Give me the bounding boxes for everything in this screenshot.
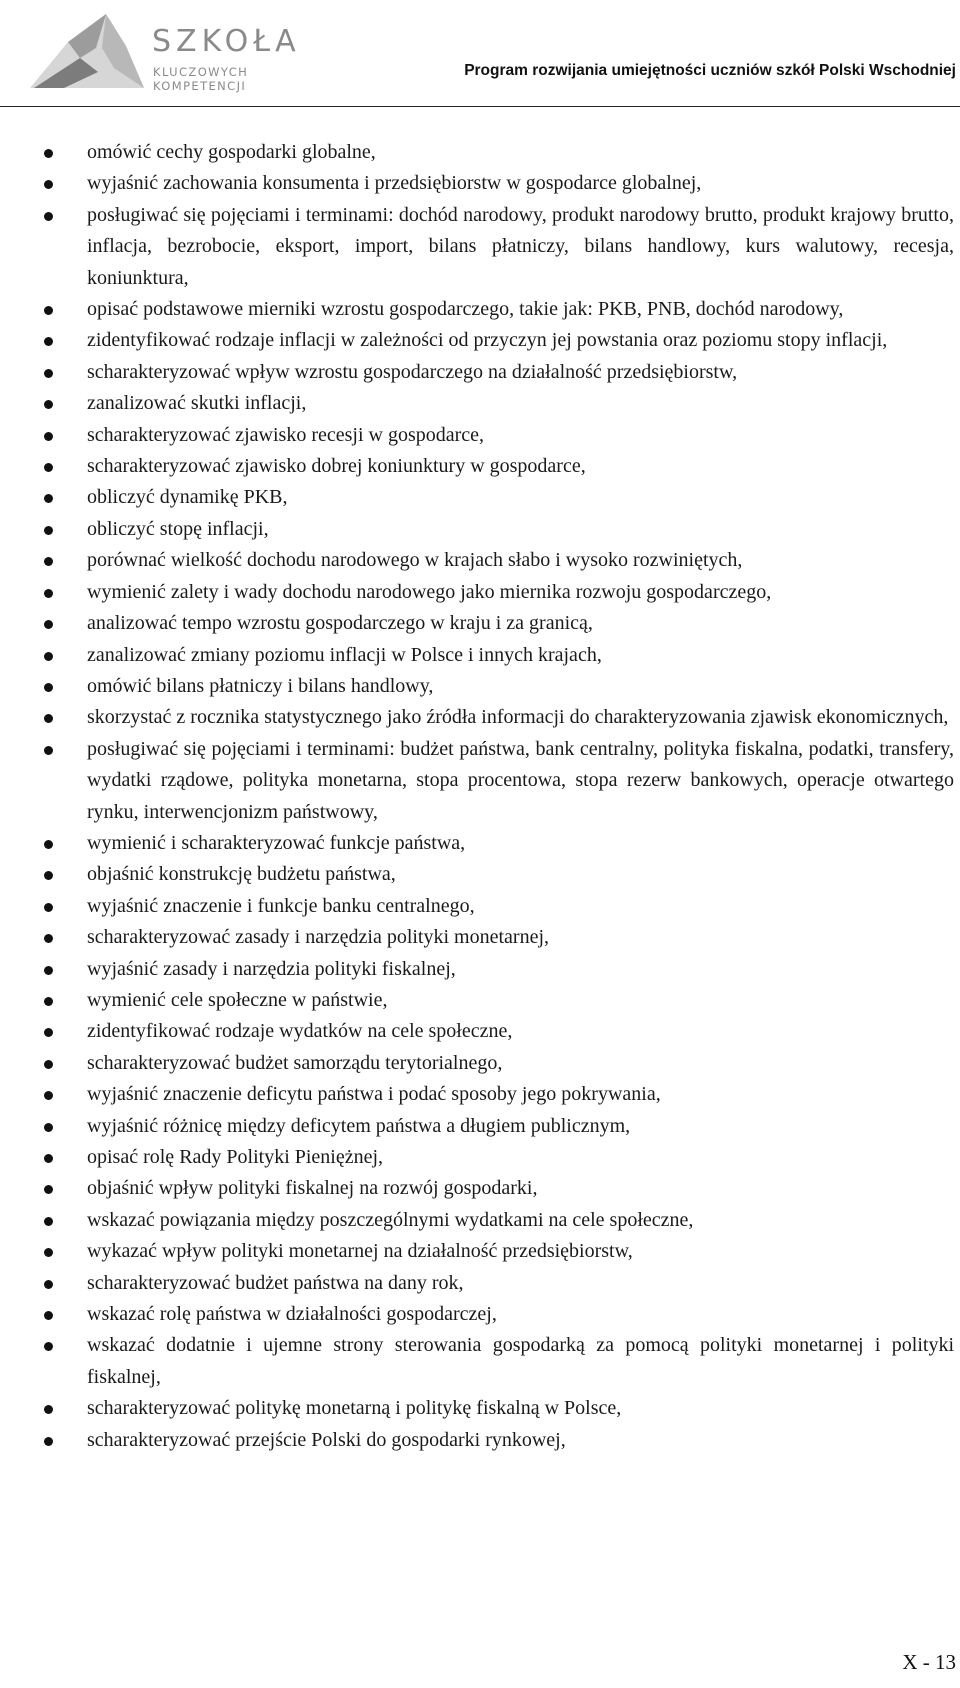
list-item [44,1236,954,1267]
list-item-text: wskazać rolę państwa w działalności gospodarczej, [87,1303,497,1326]
bullet-icon [44,1248,53,1257]
list-item-text: zidentyfikować rodzaje wydatków na cele społeczne, [87,1020,513,1043]
list-item [44,1142,954,1173]
list-item [44,1173,954,1204]
list-item-text: scharakteryzować budżet samorządu terytorialnego, [87,1051,503,1074]
list-item [44,1299,954,1330]
list-item-text: wymienić i scharakteryzować funkcje państwa, [87,831,466,854]
list-item-text: wskazać dodatnie i ujemne strony sterowania gospodarką za pomocą polityki monetarnej i polityki fiskalnej, [87,1334,954,1388]
list-item-text: opisać rolę Rady Polityki Pieniężnej, [87,1146,384,1168]
list-item [44,482,954,513]
list-item [44,420,954,451]
list-item-text: wskazać powiązania między poszczególnymi wydatkami na cele społeczne, [87,1208,694,1231]
list-item-text: scharakteryzować przejście Polski do gospodarki rynkowej, [87,1428,566,1451]
page-header [0,0,960,112]
list-item [44,891,954,922]
list-item-text: objaśnić wpływ polityki fiskalnej na rozwój gospodarki, [87,1177,538,1200]
list-item [44,671,954,702]
bullet-icon [44,1091,53,1100]
bullet-icon [44,1280,53,1289]
list-item [44,1079,954,1110]
bullet-icon [44,966,53,975]
list-item [44,922,954,953]
bullet-icon [44,1217,53,1226]
list-item [44,1330,954,1393]
bullet-icon [44,683,53,692]
list-item [44,1393,954,1424]
bullet-icon [44,934,53,943]
list-item-text: wyjaśnić zasady i narzędzia polityki fiskalnej, [87,957,456,980]
list-item-text: obliczyć dynamikę PKB, [87,486,288,509]
list-item [44,1205,954,1236]
bullet-icon [44,871,53,880]
list-item [44,514,954,545]
school-logo [28,8,318,93]
list-item [44,545,954,576]
list-item-text: scharakteryzować zjawisko recesji w gospodarce, [87,423,485,446]
bullet-icon [44,1123,53,1132]
list-item-text: analizować tempo wzrostu gospodarczego w kraju i za granicą, [87,612,593,635]
list-item [44,137,954,168]
program-title: Program rozwijania umiejętności uczniów szkół Polski Wschodniej [464,62,956,79]
list-item [44,1425,954,1456]
list-item-text: wyjaśnić znaczenie i funkcje banku centralnego, [87,894,475,917]
list-item-text: zanalizować skutki inflacji, [87,392,307,415]
bullet-icon [44,180,53,189]
list-item-text: wykazać wpływ polityki monetarnej na działalność przedsiębiorstw, [87,1240,633,1263]
list-item-text: wyjaśnić znaczenie deficytu państwa i podać sposoby jego pokrywania, [87,1083,661,1106]
bullet-icon [44,557,53,566]
bullet-icon [44,494,53,503]
logo-title: SZKOŁA [152,24,301,59]
bullet-icon [44,589,53,598]
bullet-icon [44,526,53,535]
bullet-icon [44,1060,53,1069]
list-item [44,734,954,828]
page-number: X - 13 [902,1650,956,1674]
bullet-icon [44,1028,53,1037]
list-item [44,640,954,671]
bullet-icon [44,997,53,1006]
list-item-text: posługiwać się pojęciami i terminami: dochód narodowy, produkt narodowy brutto, produkt krajowy brutto, inflacja, bezrobocie, eksport, import, bilans płatniczy, bilans handlowy, kurs walutowy, recesja, koniunktura, [87,203,954,289]
list-item-text: opisać podstawowe mierniki wzrostu gospodarczego, takie jak: PKB, PNB, dochód narodowy, [87,298,844,321]
bullet-icon [44,1154,53,1163]
bullet-icon [44,400,53,409]
bullet-icon [44,337,53,346]
bullet-icon [44,903,53,912]
list-item-text: wyjaśnić zachowania konsumenta i przedsiębiorstw w gospodarce globalnej, [87,172,702,195]
list-item-text: scharakteryzować politykę monetarną i politykę fiskalną w Polsce, [87,1397,622,1420]
bullet-icon [44,306,53,315]
list-item [44,1048,954,1079]
list-item [44,985,954,1016]
list-item-text: porównać wielkość dochodu narodowego w krajach słabo i wysoko rozwiniętych, [87,549,743,572]
mountain-logo-icon [28,8,146,92]
logo-subtitle: KLUCZOWYCH KOMPETENCJI [153,65,249,93]
bullet-icon [44,212,53,221]
list-item-text: omówić bilans płatniczy i bilans handlowy, [87,674,434,697]
list-item [44,200,954,294]
bullet-icon [44,1405,53,1414]
list-item-text: objaśnić konstrukcję budżetu państwa, [87,863,396,886]
list-item [44,1111,954,1142]
list-item [44,1268,954,1299]
bullet-icon [44,1437,53,1446]
list-item [44,168,954,199]
list-item-text: zidentyfikować rodzaje inflacji w zależności od przyczyn jej powstania oraz poziomu stopy inflacji, [87,329,888,352]
bullet-icon [44,652,53,661]
list-item [44,357,954,388]
list-item [44,294,954,325]
list-item [44,388,954,419]
document-body [44,137,954,1456]
list-item [44,954,954,985]
list-item [44,325,954,356]
list-item-text: wyjaśnić różnicę między deficytem państwa a długiem publicznym, [87,1114,631,1137]
bullet-icon [44,432,53,441]
bullet-icon [44,463,53,472]
list-item [44,451,954,482]
list-item [44,828,954,859]
list-item-text: omówić cechy gospodarki globalne, [87,141,376,163]
list-item-text: zanalizować zmiany poziomu inflacji w Polsce i innych krajach, [87,643,602,666]
list-item-text: wymienić zalety i wady dochodu narodowego jako miernika rozwoju gospodarczego, [87,580,772,603]
list-item-text: posługiwać się pojęciami i terminami: budżet państwa, bank centralny, polityka fiskalna, podatki, transfery, wydatki rządowe, polityka monetarna, stopa procentowa, stopa rezerw bankowych, operacje otwartego rynku, interwencjonizm państwowy, [87,737,954,823]
bullet-icon [44,1185,53,1194]
list-item [44,577,954,608]
list-item [44,1016,954,1047]
header-divider [0,106,960,107]
bullet-icon [44,714,53,723]
bullet-icon [44,620,53,629]
list-item-text: scharakteryzować zjawisko dobrej koniunktury w gospodarce, [87,455,586,478]
list-item-text: scharakteryzować zasady i narzędzia polityki monetarnej, [87,926,550,949]
list-item-text: scharakteryzować budżet państwa na dany rok, [87,1271,464,1294]
objectives-list [44,137,954,1456]
bullet-icon [44,840,53,849]
bullet-icon [44,1342,53,1351]
list-item-text: wymienić cele społeczne w państwie, [87,988,388,1011]
list-item [44,608,954,639]
bullet-icon [44,746,53,755]
list-item [44,702,954,733]
list-item-text: obliczyć stopę inflacji, [87,517,269,540]
bullet-icon [44,149,53,158]
list-item-text: skorzystać z rocznika statystycznego jako źródła informacji do charakteryzowania zjawisk ekonomicznych, [87,706,949,729]
bullet-icon [44,1311,53,1320]
list-item [44,859,954,890]
list-item-text: scharakteryzować wpływ wzrostu gospodarczego na działalność przedsiębiorstw, [87,360,738,383]
bullet-icon [44,369,53,378]
